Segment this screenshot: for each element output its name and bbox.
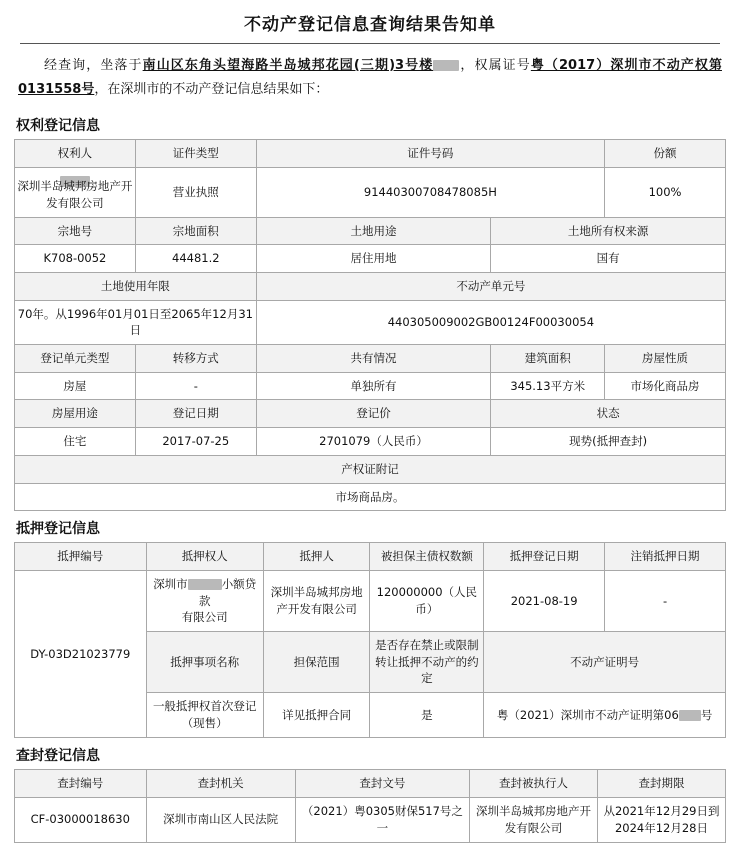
section-heading-rights: 权利登记信息 xyxy=(16,118,100,135)
seizure-value-authority: 深圳市南山区人民法院 xyxy=(146,797,295,842)
title-divider xyxy=(20,43,720,44)
rights-value-land-term: 70年。从1996年01月01日至2065年12月31日 xyxy=(15,300,257,344)
mortgagee-suffix: 小额贷款 xyxy=(198,576,257,608)
table-row xyxy=(15,428,726,456)
table-row xyxy=(15,300,726,344)
cert-no-prefix: 粤（2021）深圳市不动产证明第06 xyxy=(496,707,679,722)
rights-value-reg-date: 2017-07-25 xyxy=(135,428,256,456)
table-row xyxy=(15,372,726,400)
intro-cert-no-1: 粤（2017）深 xyxy=(530,58,625,73)
rights-value-remark: 市场商品房。 xyxy=(15,483,726,511)
table-row xyxy=(15,769,726,797)
table-row xyxy=(15,167,726,217)
rights-value-parcel-area: 44481.2 xyxy=(135,245,256,273)
rights-value-house-nature: 市场化商品房 xyxy=(605,372,726,400)
seizure-header-authority: 查封机关 xyxy=(146,769,295,797)
rights-header-reg-date: 登记日期 xyxy=(135,400,256,428)
section-heading-seizure: 查封登记信息 xyxy=(16,747,100,764)
seizure-value-doc-no: （2021）粤0305财保517号之一 xyxy=(295,797,469,842)
mortgage-header-restriction: 是否存在禁止或限制转让抵押不动产的约定 xyxy=(370,631,484,692)
rights-value-unit-no: 440305009002GB00124F00030054 xyxy=(256,300,725,344)
intro-address: 南山区东角头望海路半岛城邦花园(三期)3号楼 xyxy=(142,58,434,73)
mortgage-header-scope: 担保范围 xyxy=(263,631,370,692)
redaction-block xyxy=(188,579,222,590)
mortgage-header-cancel-date: 注销抵押日期 xyxy=(605,543,726,571)
rights-header-transfer: 转移方式 xyxy=(135,345,256,373)
table-row xyxy=(15,797,726,842)
mortgage-value-cancel-date: - xyxy=(605,570,726,631)
page-title: 不动产登记信息查询结果告知单 xyxy=(244,15,496,35)
rights-header-id-no: 证件号码 xyxy=(256,140,604,168)
rights-header-unit-type: 登记单元类型 xyxy=(15,345,136,373)
intro-paragraph xyxy=(14,54,726,108)
rights-header-id-type: 证件类型 xyxy=(135,140,256,168)
intro-cert-no-2: 圳市不动产权第0131558号 xyxy=(18,58,722,98)
mortgage-header-debt: 被担保主债权数额 xyxy=(370,543,484,571)
rights-value-build-area: 345.13平方米 xyxy=(491,372,605,400)
mortgage-header-mortgagee: 抵押权人 xyxy=(146,543,263,571)
rights-header-house-nature: 房屋性质 xyxy=(605,345,726,373)
mortgage-header-cert-no: 不动产证明号 xyxy=(484,631,726,692)
intro-tail: ，在深圳市的不动产登记信息结果如下： xyxy=(94,82,329,98)
table-row xyxy=(15,273,726,301)
rights-header-remark: 产权证附记 xyxy=(15,455,726,483)
rights-value-id-type: 营业执照 xyxy=(135,167,256,217)
mortgage-value-debt: 120000000（人民币） xyxy=(370,570,484,631)
rights-value-parcel-no: K708-0052 xyxy=(15,245,136,273)
section-heading-mortgage: 抵押登记信息 xyxy=(16,521,100,538)
rights-header-reg-price: 登记价 xyxy=(256,400,491,428)
mortgage-header-mortgagor: 抵押人 xyxy=(263,543,370,571)
seizure-header-doc-no: 查封文号 xyxy=(295,769,469,797)
cert-no-suffix: 号 xyxy=(700,707,713,722)
table-row xyxy=(15,217,726,245)
table-row xyxy=(15,400,726,428)
seizure-table xyxy=(14,769,726,843)
seizure-header-id: 查封编号 xyxy=(15,769,147,797)
rights-value-status: 现势(抵押查封) xyxy=(491,428,726,456)
rights-value-coownership: 单独所有 xyxy=(256,372,491,400)
intro-mid: ，权属证号 xyxy=(459,58,531,73)
rights-header-house-use: 房屋用途 xyxy=(15,400,136,428)
mortgage-value-restriction: 是 xyxy=(370,692,484,737)
seizure-header-period: 查封期限 xyxy=(597,769,725,797)
mortgage-value-cert-no xyxy=(484,692,726,737)
rights-header-land-source: 土地所有权来源 xyxy=(491,217,726,245)
rights-value-transfer: - xyxy=(135,372,256,400)
rights-header-land-term: 土地使用年限 xyxy=(15,273,257,301)
rights-header-parcel-no: 宗地号 xyxy=(15,217,136,245)
rights-value-land-source: 国有 xyxy=(491,245,726,273)
rights-value-land-use: 居住用地 xyxy=(256,245,491,273)
mortgage-value-mortgagor: 深圳半岛城邦房地产开发有限公司 xyxy=(263,570,370,631)
mortgage-value-id: DY-03D21023779 xyxy=(15,570,147,737)
mortgage-value-item-name: 一般抵押权首次登记（现售） xyxy=(146,692,263,737)
mortgagee-prefix: 深圳市 xyxy=(153,576,188,591)
rights-value-id-no: 91440300708478085H xyxy=(256,167,604,217)
table-row xyxy=(15,483,726,511)
redaction-block xyxy=(433,60,459,71)
seizure-value-id: CF-03000018630 xyxy=(15,797,147,842)
rights-value-share: 100% xyxy=(605,167,726,217)
rights-header-land-use: 土地用途 xyxy=(256,217,491,245)
mortgage-header-id: 抵押编号 xyxy=(15,543,147,571)
table-row xyxy=(15,345,726,373)
seizure-value-period: 从2021年12月29日到2024年12月28日 xyxy=(597,797,725,842)
mortgage-value-mortgagee xyxy=(146,570,263,631)
mortgage-table xyxy=(14,542,726,738)
table-row xyxy=(15,140,726,168)
mortgage-header-reg-date: 抵押登记日期 xyxy=(484,543,605,571)
rights-value-owner: 深圳半岛城邦房地产开发有限公司 xyxy=(15,167,136,217)
seizure-header-subject: 查封被执行人 xyxy=(470,769,598,797)
rights-header-build-area: 建筑面积 xyxy=(491,345,605,373)
table-row xyxy=(15,570,726,631)
rights-header-share: 份额 xyxy=(605,140,726,168)
seizure-value-subject: 深圳半岛城邦房地产开发有限公司 xyxy=(470,797,598,842)
rights-value-unit-type: 房屋 xyxy=(15,372,136,400)
redaction-block xyxy=(679,710,701,721)
rights-header-parcel-area: 宗地面积 xyxy=(135,217,256,245)
mortgagee-line2: 有限公司 xyxy=(181,610,228,625)
table-row xyxy=(15,245,726,273)
rights-header-coownership: 共有情况 xyxy=(256,345,491,373)
table-row xyxy=(15,543,726,571)
rights-value-reg-price: 2701079（人民币） xyxy=(256,428,491,456)
rights-header-unit-no: 不动产单元号 xyxy=(256,273,725,301)
rights-header-status: 状态 xyxy=(491,400,726,428)
rights-header-owner: 权利人 xyxy=(15,140,136,168)
intro-lead: 经查询，坐落于 xyxy=(44,58,143,73)
mortgage-value-reg-date: 2021-08-19 xyxy=(484,570,605,631)
mortgage-value-scope: 详见抵押合同 xyxy=(263,692,370,737)
mortgage-header-item-name: 抵押事项名称 xyxy=(146,631,263,692)
rights-value-house-use: 住宅 xyxy=(15,428,136,456)
rights-table xyxy=(14,139,726,511)
table-row xyxy=(15,455,726,483)
